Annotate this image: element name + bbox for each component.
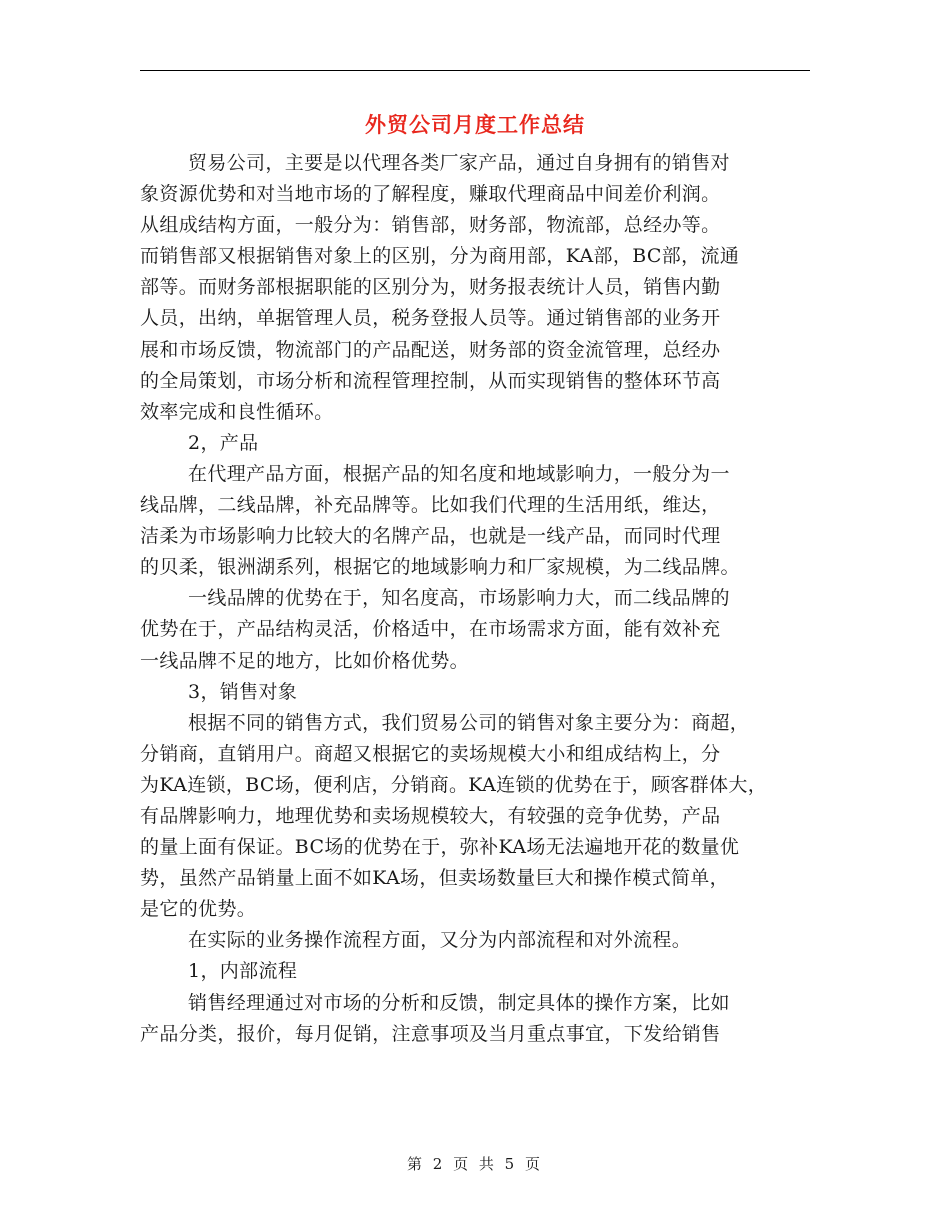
paragraph-line: 贸易公司，主要是以代理各类厂家产品，通过自身拥有的销售对 xyxy=(188,152,730,174)
paragraph-line: 为KA连锁，BC场，便利店，分销商。KA连锁的优势在于，顾客群体大， xyxy=(140,773,768,796)
section-heading: 3，销售对象 xyxy=(188,680,298,703)
page-number: 第 2 页 共 5 页 xyxy=(407,1155,543,1173)
paragraph-line: 是它的优势。 xyxy=(140,898,257,921)
paragraph-line: 线品牌，二线品牌，补充品牌等。比如我们代理的生活用纸，维达， xyxy=(140,494,721,517)
paragraph-line: 人员，出纳，单据管理人员，税务登报人员等。通过销售部的业务开 xyxy=(140,307,721,330)
document-title: 外贸公司月度工作总结 xyxy=(365,112,585,137)
section-heading: 1，内部流程 xyxy=(188,960,298,983)
paragraph-line: 展和市场反馈，物流部门的产品配送，财务部的资金流管理，总经办 xyxy=(140,338,721,361)
paragraph-line: 部等。而财务部根据职能的区别分为，财务报表统计人员，销售内勤 xyxy=(140,276,721,299)
paragraph-line: 一线品牌不足的地方，比如价格优势。 xyxy=(140,649,469,672)
paragraph-line: 销售经理通过对市场的分析和反馈，制定具体的操作方案，比如 xyxy=(188,991,730,1014)
paragraph-line: 产品分类，报价，每月促销，注意事项及当月重点事宜，下发给销售 xyxy=(140,1022,721,1045)
paragraph-line: 优势在于，产品结构灵活，价格适中，在市场需求方面，能有效补充 xyxy=(140,618,721,641)
paragraph-line: 洁柔为市场影响力比较大的名牌产品，也就是一线产品，而同时代理 xyxy=(140,525,721,548)
paragraph-line: 的贝柔，银洲湖系列，根据它的地域影响力和厂家规模，为二线品牌。 xyxy=(140,556,740,579)
paragraph-line: 分销商，直销用户。商超又根据它的卖场规模大小和组成结构上，分 xyxy=(140,742,721,765)
section-heading: 2，产品 xyxy=(188,431,259,454)
paragraph-line: 而销售部又根据销售对象上的区别，分为商用部，KA部，BC部，流通 xyxy=(140,245,740,268)
paragraph-line: 一线品牌的优势在于，知名度高，市场影响力大，而二线品牌的 xyxy=(188,587,730,610)
header-rule xyxy=(140,70,810,71)
paragraph-line: 根据不同的销售方式，我们贸易公司的销售对象主要分为：商超， xyxy=(188,711,750,734)
paragraph-line: 在实际的业务操作流程方面，又分为内部流程和对外流程。 xyxy=(188,929,692,952)
paragraph-line: 有品牌影响力，地理优势和卖场规模较大，有较强的竞争优势，产品 xyxy=(140,804,721,827)
document-body xyxy=(140,148,830,1050)
paragraph-line: 从组成结构方面，一般分为：销售部，财务部，物流部，总经办等。 xyxy=(140,214,721,237)
paragraph-line: 象资源优势和对当地市场的了解程度，赚取代理商品中间差价利润。 xyxy=(140,183,721,206)
paragraph-line: 的全局策划，市场分析和流程管理控制，从而实现销售的整体环节高 xyxy=(140,369,721,392)
paragraph-line: 效率完成和良性循环。 xyxy=(140,400,334,423)
paragraph-line: 势，虽然产品销量上面不如KA场，但卖场数量巨大和操作模式简单， xyxy=(140,867,729,890)
paragraph-line: 的量上面有保证。BC场的优势在于，弥补KA场无法遍地开花的数量优 xyxy=(140,836,740,859)
paragraph-line: 在代理产品方面，根据产品的知名度和地域影响力，一般分为一 xyxy=(188,462,730,485)
